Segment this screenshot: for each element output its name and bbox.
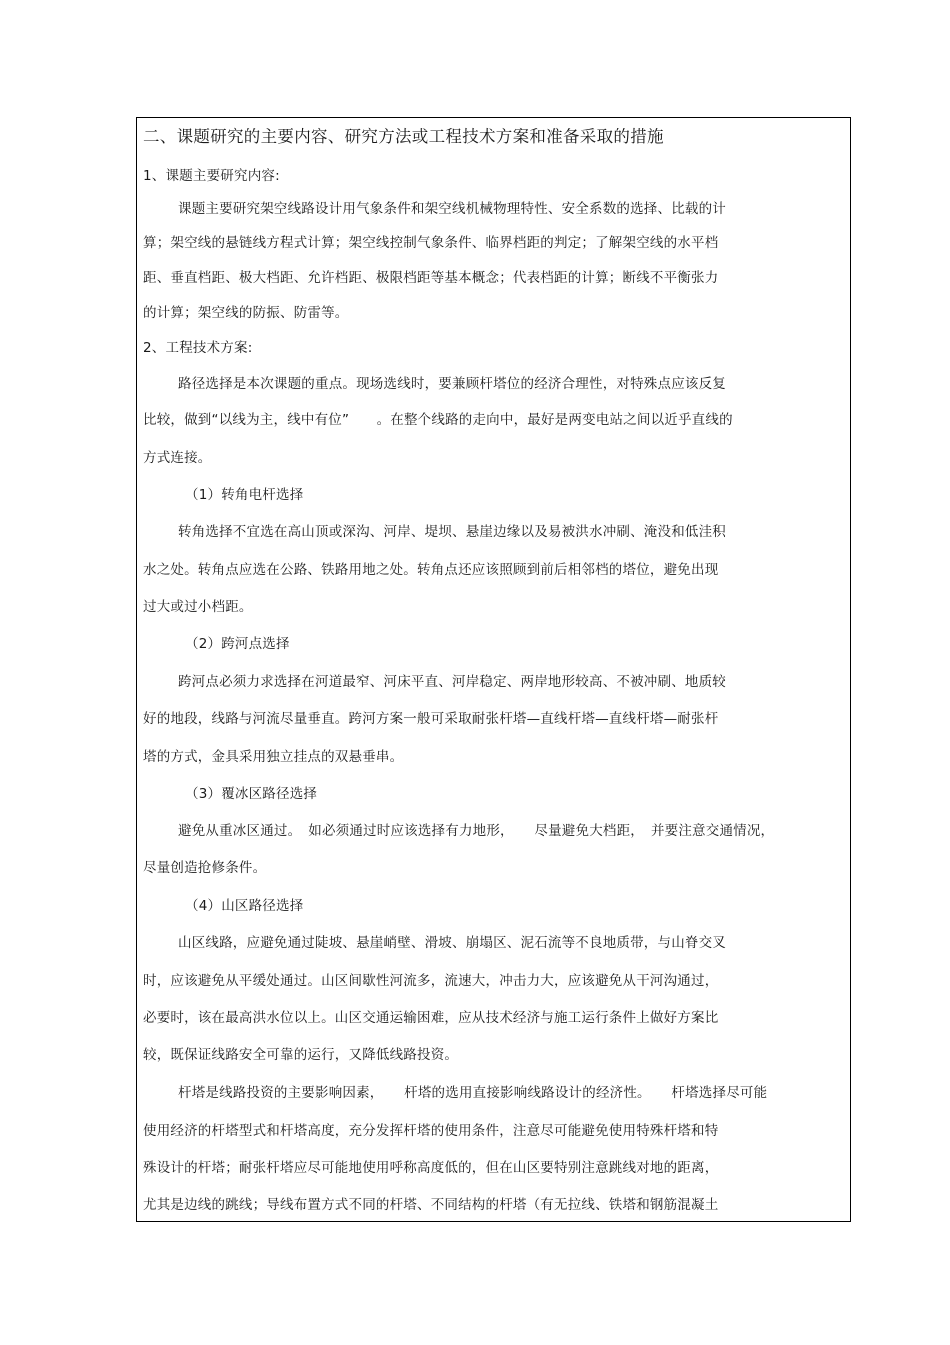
paragraph-line: 的计算；架空线的防振、防雷等。 [143, 305, 349, 321]
paragraph-line: 尽量创造抢修条件。 [143, 860, 267, 876]
paragraph-line: 方式连接。 [143, 450, 212, 466]
paragraph-line: 时，应该避免从平缓处通过。山区间歇性河流多，流速大，冲击力大，应该避免从干河沟通过， [143, 973, 719, 989]
list-heading-icing-area: （3）覆冰区路径选择 [185, 786, 318, 802]
paragraph-line: 殊设计的杆塔；耐张杆塔应尽可能地使用呼称高度低的，但在山区要特别注意跳线对地的距离， [143, 1160, 719, 1176]
paragraph-line: 山区线路，应避免通过陡坡、悬崖峭壁、滑坡、崩塌区、泥石流等不良地质带，与山脊交叉 [178, 935, 726, 951]
list-heading-river-crossing: （2）跨河点选择 [185, 636, 290, 652]
paragraph-line: 较，既保证线路安全可靠的运行，又降低线路投资。 [143, 1047, 459, 1063]
subheading-technical-plan: 2、工程技术方案: [143, 340, 253, 356]
paragraph-line: 转角选择不宜选在高山顶或深沟、河岸、堤坝、悬崖边缘以及易被洪水冲刷、淹没和低洼积 [178, 524, 726, 540]
paragraph-line: 杆塔是线路投资的主要影响因素， 杆塔的选用直接影响线路设计的经济性。 杆塔选择尽可能 [178, 1085, 768, 1101]
paragraph-line: 尤其是边线的跳线；导线布置方式不同的杆塔、不同结构的杆塔（有无拉线、铁塔和钢筋混凝土 [143, 1197, 719, 1213]
paragraph-line: 过大或过小档距。 [143, 599, 253, 615]
subheading-research-content: 1、课题主要研究内容: [143, 168, 280, 184]
paragraph-line: 课题主要研究架空线路设计用气象条件和架空线机械物理特性、安全系数的选择、比载的计 [178, 201, 726, 217]
list-heading-mountain-route: （4）山区路径选择 [185, 898, 304, 914]
list-heading-corner-pole: （1）转角电杆选择 [185, 487, 304, 503]
paragraph-line: 必要时，该在最高洪水位以上。山区交通运输困难，应从技术经济与施工运行条件上做好方案比 [143, 1010, 719, 1026]
paragraph-line: 使用经济的杆塔型式和杆塔高度，充分发挥杆塔的使用条件，注意尽可能避免使用特殊杆塔和特 [143, 1123, 719, 1139]
paragraph-line: 路径选择是本次课题的重点。现场选线时，要兼顾杆塔位的经济合理性，对特殊点应该反复 [178, 376, 726, 392]
section-title: 二、课题研究的主要内容、研究方法或工程技术方案和准备采取的措施 [143, 127, 664, 146]
paragraph-line: 算；架空线的悬链线方程式计算；架空线控制气象条件、临界档距的判定；了解架空线的水平档 [143, 235, 719, 251]
paragraph-line: 比较，做到“以线为主，线中有位” 。在整个线路的走向中，最好是两变电站之间以近乎直线的 [143, 412, 733, 428]
paragraph-line: 距、垂直档距、极大档距、允许档距、极限档距等基本概念；代表档距的计算；断线不平衡张力 [143, 270, 719, 286]
paragraph-line: 跨河点必须力求选择在河道最窄、河床平直、河岸稳定、两岸地形较高、不被冲刷、地质较 [178, 674, 726, 690]
paragraph-line: 水之处。转角点应选在公路、铁路用地之处。转角点还应该照顾到前后相邻档的塔位，避免出现 [143, 562, 719, 578]
paragraph-line: 塔的方式，金具采用独立挂点的双悬垂串。 [143, 749, 404, 765]
paragraph-line: 好的地段，线路与河流尽量垂直。跨河方案一般可采取耐张杆塔—直线杆塔—直线杆塔—耐张杆 [143, 711, 719, 727]
paragraph-line: 避免从重冰区通过。 如必须通过时应该选择有力地形， 尽量避免大档距， 并要注意交通情况， [178, 823, 775, 839]
